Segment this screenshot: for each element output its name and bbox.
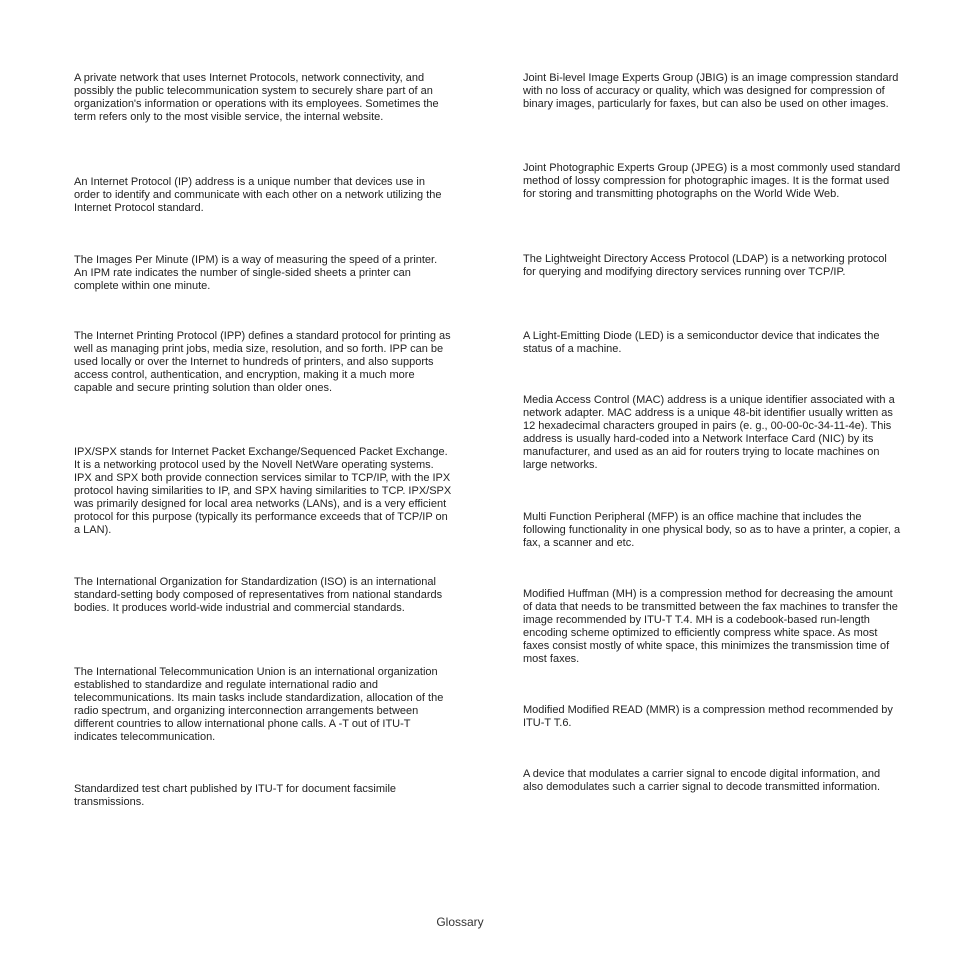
glossary-entry-mfp: Multi Function Peripheral (MFP) is an office machine that includes the following functionality in one physical body, so as to have a printer, a copier, a fax, a scanner and etc.	[523, 511, 901, 549]
glossary-entry-mh: Modified Huffman (MH) is a compression method for decreasing the amount of data that needs to be transmitted between the fax machines to transfer the image recommended by ITU-T T.4. MH is a codebook-based run-length encoding scheme optimized to efficiently compress white space. As most faxes consist mostly of white space, this minimizes the transmission time of most faxes.	[523, 588, 898, 665]
glossary-entry-itu-t: The International Telecommunication Union is an international organization established to standardize and regulate international radio and telecommunications. Its main tasks include standardization, allocation of the radio spectrum, and organizing interconnection arrangements between different countries to allow international phone calls. A -T out of ITU-T indicates telecommunication.	[74, 666, 444, 743]
glossary-entry-ip-address: An Internet Protocol (IP) address is a unique number that devices use in order to identify and communicate with each other on a network utilizing the Internet Protocol standard.	[74, 176, 442, 214]
glossary-entry-ipp: The Internet Printing Protocol (IPP) defines a standard protocol for printing as well as managing print jobs, media size, resolution, and so forth. IPP can be used locally or over the Internet to hundreds of printers, and also supports access control, authentication, and encryption, making it a much more capable and secure printing solution than older ones.	[74, 330, 451, 394]
glossary-entry-mmr: Modified Modified READ (MMR) is a compression method recommended by ITU-T T.6.	[523, 704, 893, 729]
glossary-entry-modem: A device that modulates a carrier signal to encode digital information, and also demodulates such a carrier signal to decode transmitted information.	[523, 768, 881, 793]
glossary-entry-ldap: The Lightweight Directory Access Protocol (LDAP) is a networking protocol for querying and modifying directory services running over TCP/IP.	[523, 253, 887, 278]
footer-label: Glossary	[436, 915, 484, 929]
glossary-entry-led: A Light-Emitting Diode (LED) is a semiconductor device that indicates the status of a machine.	[523, 330, 880, 355]
glossary-entry-itu-t-chart: Standardized test chart published by ITU-T for document facsimile transmissions.	[74, 783, 397, 808]
glossary-entry-ipm: The Images Per Minute (IPM) is a way of measuring the speed of a printer. An IPM rate indicates the number of single-sided sheets a printer can complete within one minute.	[74, 254, 438, 292]
glossary-entry-ipx-spx: IPX/SPX stands for Internet Packet Exchange/Sequenced Packet Exchange. It is a networking protocol used by the Novell NetWare operating systems. IPX and SPX both provide connection services similar to TCP/IP, with the IPX protocol having similarities to IP, and SPX having similarities to TCP. IPX/SPX was primarily designed for local area networks (LANs), and is a very efficient protocol for this purpose (typically its performance exceeds that of TCP/IP on a LAN).	[74, 446, 452, 536]
page-footer	[0, 915, 954, 929]
glossary-entry-jbig: Joint Bi-level Image Experts Group (JBIG) is an image compression standard with no loss of accuracy or quality, which was designed for compression of binary images, particularly for faxes, but can also be used on other images.	[523, 72, 899, 110]
glossary-entry-mac-address: Media Access Control (MAC) address is a unique identifier associated with a network adapter. MAC address is a unique 48-bit identifier usually written as 12 hexadecimal characters grouped in pairs (e. g., 00-00-0c-34-11-4e). This address is usually hard-coded into a Network Interface Card (NIC) by its manufacturer, and used as an aid for routers trying to locate machines on large networks.	[523, 394, 895, 471]
glossary-entry-iso: The International Organization for Standardization (ISO) is an international standard-setting body composed of representatives from national standards bodies. It produces world-wide industrial and commercial standards.	[74, 576, 443, 614]
glossary-entry-jpeg: Joint Photographic Experts Group (JPEG) is a most commonly used standard method of lossy compression for photographic images. It is the format used for storing and transmitting photographs on the World Wide Web.	[523, 162, 901, 200]
glossary-entry-intranet: A private network that uses Internet Protocols, network connectivity, and possibly the public telecommunication system to securely share part of an organization's information or operations with its employees. Sometimes the term refers only to the most visible service, the internal website.	[74, 72, 439, 123]
